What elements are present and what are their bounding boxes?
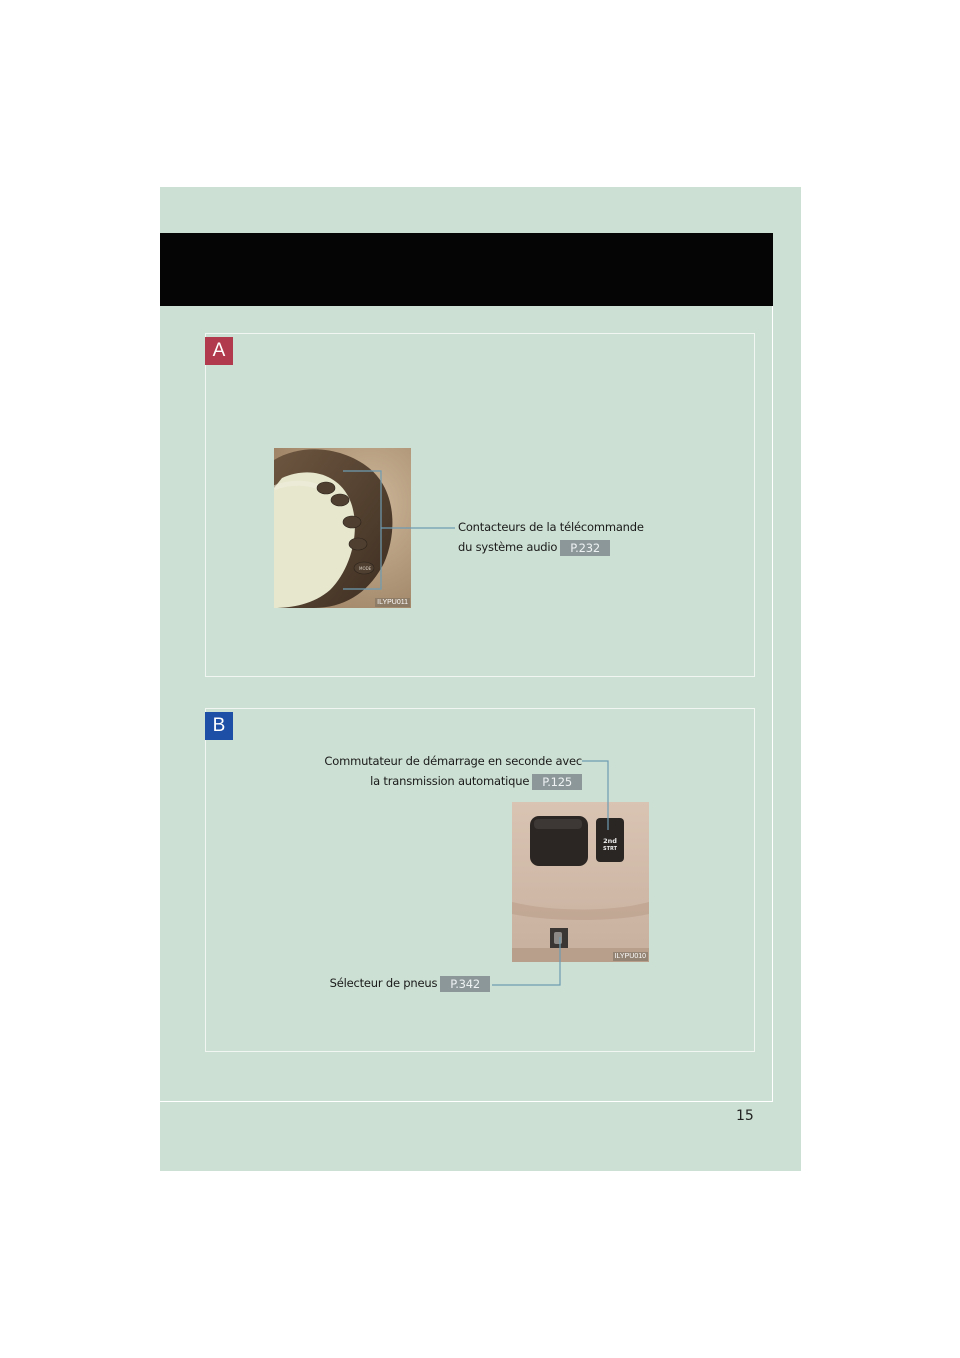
lower-panel-image [512,802,649,962]
callout-tire-selector-text: Sélecteur de pneus [329,976,438,990]
callout-second-start-line2 [324,771,582,791]
callout-second-start [324,751,582,791]
svg-text:MODE: MODE [359,566,372,571]
page-ref-p125[interactable]: P.125 [532,774,582,790]
callout-audio-line2-text: du système audio [458,540,558,554]
callout-tire-selector [330,973,490,993]
photo-code-b: ILYPU010 [614,953,646,960]
callout-audio-remote [458,517,644,557]
page-ref-p232[interactable]: P.232 [560,540,610,556]
lower-panel-photo [512,802,649,962]
steering-wheel-photo [274,448,411,608]
callout-second-start-line1: Commutateur de démarrage en seconde avec [324,754,582,768]
page-number: 15 [736,1108,754,1124]
callout-second-start-line2-text: la transmission automatique [370,774,530,788]
section-a-badge: A [205,337,233,365]
svg-text:STRT: STRT [602,846,618,852]
page-ref-p342[interactable]: P.342 [440,976,490,992]
bottom-rule [160,1101,773,1102]
photo-code-a: ILYPU011 [377,599,408,606]
second-start-switch-label: 2nd [603,837,617,845]
right-rule [772,306,773,1101]
section-b-badge: B [205,712,233,740]
steering-wheel-image [274,448,411,608]
callout-audio-line2 [458,537,644,557]
header-bar [160,233,773,306]
callout-audio-line1: Contacteurs de la télécommande [458,520,644,534]
